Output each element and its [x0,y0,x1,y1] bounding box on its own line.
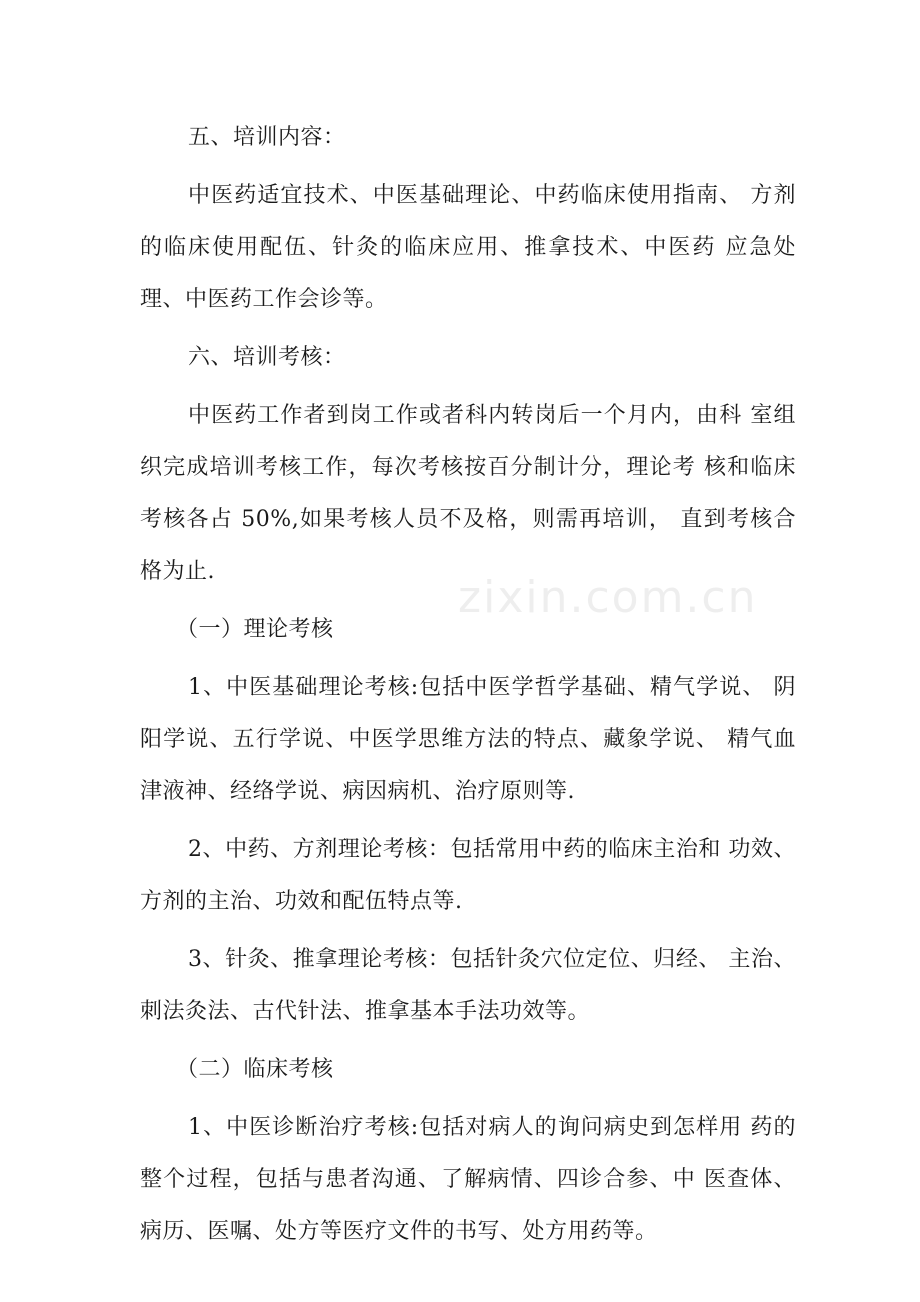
clinical-exam-heading: （二）临床考核 [176,1057,334,1082]
theory-item-acupuncture: 3、针灸、推拿理论考核：包括针灸穴位定位、归经、 主治、刺法灸法、古代针法、推拿基本手法功效等。 [140,947,796,1024]
watermark: zixin.com.cn [458,572,758,623]
section-five-heading: 五、培训内容： [188,125,346,150]
theory-exam-heading: （一）理论考核 [176,617,334,642]
section-six-body: 中医药工作者到岗工作或者科内转岗后一个月内，由科 室组织完成培训考核工作，每次考核按百分制计分，理论考 核和临床考核各占 50%,如果考核人员不及格，则需再培训， 直到考核合格为止. [140,403,796,584]
document-body [140,112,796,1264]
section-six-heading: 六、培训考核： [188,345,346,370]
clinical-item-diagnosis: 1、中医诊断治疗考核:包括对病人的询问病史到怎样用 药的整个过程，包括与患者沟通、了解病情、四诊合参、中 医查体、病历、医嘱、处方等医疗文件的书写、处方用药等。 [140,1115,796,1244]
theory-item-basic: 1、中医基础理论考核:包括中医学哲学基础、精气学说、 阴阳学说、五行学说、中医学思维方法的特点、藏象学说、 精气血津液神、经络学说、病因病机、治疗原则等. [140,675,796,804]
section-five-body: 中医药适宜技术、中医基础理论、中药临床使用指南、 方剂的临床使用配伍、针灸的临床应用、推拿技术、中医药 应急处理、中医药工作会诊等。 [140,183,796,312]
theory-item-herbal: 2、中药、方剂理论考核：包括常用中药的临床主治和 功效、方剂的主治、功效和配伍特点等. [140,837,796,914]
